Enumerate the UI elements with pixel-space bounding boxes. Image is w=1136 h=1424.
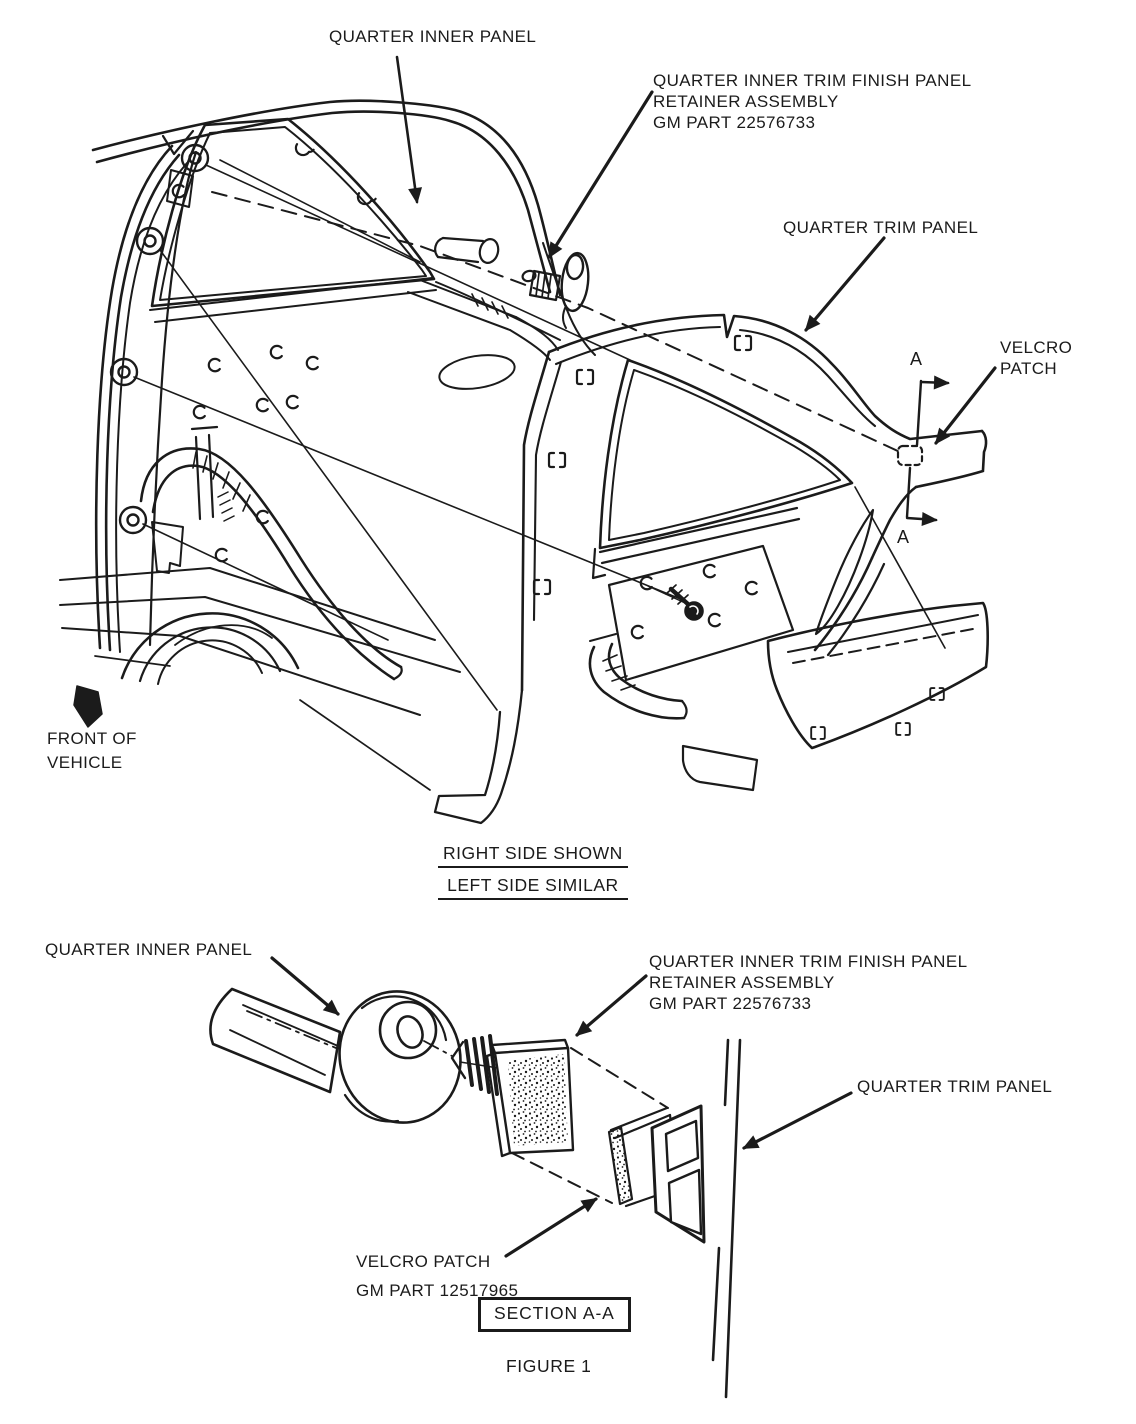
side-note — [438, 843, 628, 907]
trim-screw — [648, 585, 703, 620]
leader-quarter-inner-panel — [397, 57, 417, 202]
retainer-bolt-pin — [435, 237, 500, 265]
lower-trim-piece — [768, 603, 988, 748]
label-retainer-assembly-top — [653, 70, 971, 133]
velcro-top-line2: PATCH — [1000, 359, 1058, 378]
label-front-of-vehicle — [47, 727, 137, 775]
quarter-inner-panel-boss — [210, 977, 475, 1137]
leader-retainer-assembly-2 — [577, 976, 646, 1035]
note-left-side-similar: LEFT SIDE SIMILAR — [438, 875, 628, 900]
velcro-patch-marker — [898, 446, 922, 465]
front-line2: VEHICLE — [47, 753, 123, 772]
section-a-arrows — [907, 381, 948, 520]
label-retainer-assembly-bottom — [649, 951, 967, 1014]
trim-panel-ear — [559, 252, 591, 328]
section-marker-a-top: A — [910, 349, 923, 369]
label-quarter-inner-panel-top: QUARTER INNER PANEL — [329, 27, 537, 46]
label-quarter-inner-panel-bottom: QUARTER INNER PANEL — [45, 940, 253, 959]
velcro-top-line1: VELCRO — [1000, 338, 1073, 357]
note-right-side-shown: RIGHT SIDE SHOWN — [438, 843, 628, 868]
figure-caption: FIGURE 1 — [506, 1356, 592, 1376]
trim-panel-clip-bracket — [652, 1106, 704, 1242]
leader-quarter-trim-panel-2 — [744, 1093, 851, 1148]
velcro-bottom-line2: GM PART 12517965 — [356, 1281, 519, 1300]
label-quarter-trim-panel-top: QUARTER TRIM PANEL — [783, 218, 979, 237]
quarter-trim-panel-edge — [713, 1040, 740, 1397]
leader-retainer-assembly — [549, 92, 652, 257]
front-of-vehicle-arrow — [74, 686, 102, 727]
section-marker-a-bottom: A — [897, 527, 910, 547]
retainer-top-line1: QUARTER INNER TRIM FINISH PANEL — [653, 71, 972, 90]
label-quarter-trim-panel-bottom: QUARTER TRIM PANEL — [857, 1077, 1053, 1096]
retainer-bottom-line3: GM PART 22576733 — [649, 994, 812, 1013]
retainer-top-line3: GM PART 22576733 — [653, 113, 816, 132]
retainer-bottom-line2: RETAINER ASSEMBLY — [649, 973, 835, 992]
front-line1: FRONT OF — [47, 729, 137, 748]
retainer-assembly-bottom — [452, 1036, 573, 1156]
retainer-top-line2: RETAINER ASSEMBLY — [653, 92, 839, 111]
velcro-bottom-line1: VELCRO PATCH — [356, 1252, 491, 1271]
retainer-assembly-top — [521, 269, 560, 300]
leader-velcro-patch-2 — [506, 1199, 596, 1256]
wheel-arch — [122, 613, 298, 684]
quarter-trim-panel — [435, 315, 986, 823]
retainer-bottom-line1: QUARTER INNER TRIM FINISH PANEL — [649, 952, 968, 971]
section-a-a-box: SECTION A-A — [478, 1297, 631, 1332]
leader-quarter-trim-panel — [806, 238, 884, 330]
leader-quarter-inner-panel-2 — [272, 958, 338, 1014]
label-velcro-patch-top — [1000, 337, 1072, 379]
